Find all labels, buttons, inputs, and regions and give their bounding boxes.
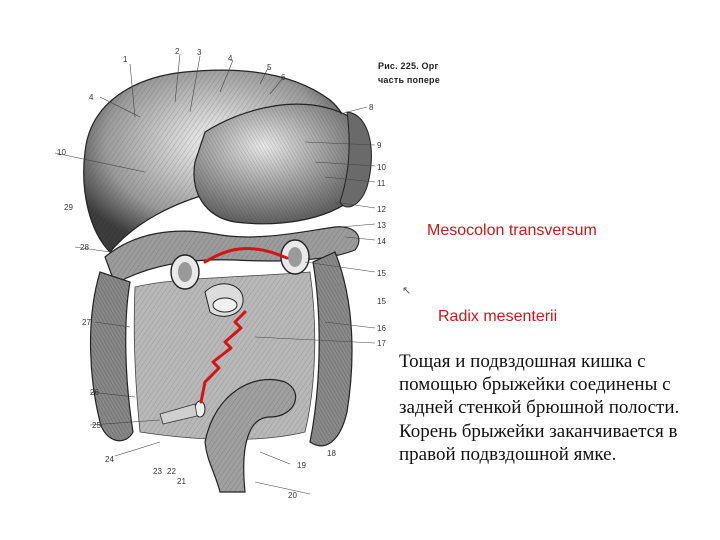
num-12: 12	[377, 205, 386, 214]
num-28: 28	[80, 243, 89, 252]
num-4b: 4	[228, 54, 233, 63]
description-paragraph: Тощая и подвздошная кишка с помощью брыжейки соединены с задней стенкой брюшной полости. Корень брыжейки заканчивается в правой подвздошной ямке.	[399, 351, 680, 465]
num-23: 23	[153, 467, 162, 476]
num-10a: 10	[57, 148, 66, 157]
arrow-cursor-icon: ↖	[402, 284, 412, 297]
num-21: 21	[177, 477, 186, 486]
mesocolon-label: Mesocolon transversum	[427, 222, 597, 239]
num-29: 29	[64, 203, 73, 212]
num-15b: 15	[377, 297, 386, 306]
anatomy-illustration	[55, 22, 440, 518]
num-27: 27	[82, 318, 91, 327]
num-22: 22	[167, 467, 176, 476]
figure-caption-line-1: Рис. 225. Орг	[378, 61, 439, 71]
anatomy-drawing	[55, 22, 410, 518]
num-16: 16	[377, 324, 386, 333]
num-13: 13	[377, 221, 386, 230]
num-25: 25	[92, 421, 101, 430]
num-9: 9	[377, 141, 382, 150]
num-14: 14	[377, 237, 386, 246]
num-26: 26	[90, 388, 99, 397]
num-18: 18	[327, 449, 336, 458]
num-11: 11	[377, 179, 386, 188]
num-20: 20	[288, 491, 297, 500]
figure-caption-line-2: часть попере	[378, 75, 440, 85]
num-5: 5	[267, 63, 272, 72]
num-2: 2	[175, 47, 180, 56]
num-10b: 10	[377, 163, 386, 172]
radix-label: Radix mesenterii	[438, 308, 558, 325]
num-24: 24	[105, 455, 114, 464]
num-1: 1	[123, 55, 128, 64]
num-17: 17	[377, 339, 386, 348]
num-8: 8	[369, 103, 374, 112]
num-3: 3	[197, 48, 202, 57]
num-15a: 15	[377, 269, 386, 278]
num-6: 6	[281, 73, 286, 82]
num-4a: 4	[89, 93, 94, 102]
num-19: 19	[297, 461, 306, 470]
